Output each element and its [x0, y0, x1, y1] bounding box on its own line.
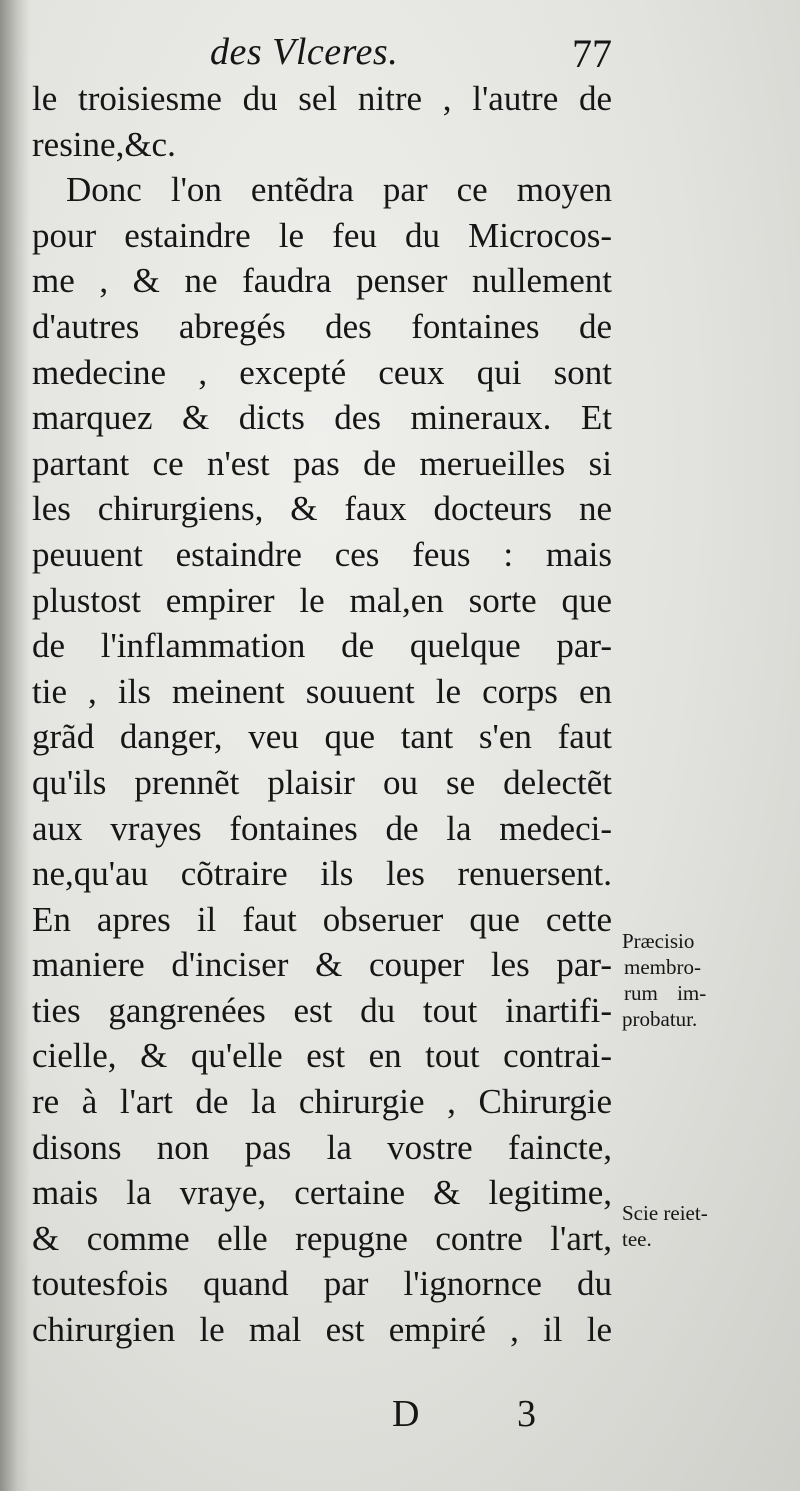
text-line: & comme elle repugne contre l'art,: [32, 1218, 612, 1258]
text-line: plustost empirer le mal,en sorte que: [32, 580, 612, 620]
text-line: re à l'art de la chirurgie , Chirurgie: [32, 1082, 612, 1122]
margin-note-line: membro-: [624, 955, 701, 979]
text-line: le troisiesme du sel nitre , l'autre de: [32, 79, 612, 118]
text-line: ties gangrenées est du tout inartifi-: [32, 990, 612, 1030]
page-gutter-shadow: [0, 0, 30, 1491]
running-head: des Vlceres.: [210, 31, 399, 73]
text-line: partant ce n'est pas de merueilles si: [32, 443, 612, 483]
text-line: les chirurgiens, & faux docteurs ne: [32, 489, 612, 529]
margin-note-line: Scie reiet-: [622, 1201, 708, 1225]
text-line: aux vrayes fontaines de la medeci-: [32, 808, 612, 848]
text-line: grãd danger, veu que tant s'en faut: [32, 717, 612, 757]
margin-note-line: rum im-: [624, 981, 707, 1005]
margin-note-line: probatur.: [622, 1007, 698, 1031]
text-line: pour estaindre le feu du Microcos-: [32, 215, 612, 255]
text-line: marquez & dicts des mineraux. Et: [32, 398, 612, 438]
text-line: d'autres abregés des fontaines de: [32, 306, 612, 346]
text-line: me , & ne faudra penser nullement: [32, 261, 612, 301]
text-line: disons non pas la vostre faincte,: [32, 1127, 612, 1167]
text-line: ne,qu'au cõtraire ils les renuersent.: [32, 854, 612, 894]
text-line: Donc l'on entẽdra par ce moyen: [66, 170, 612, 210]
text-line: medecine , excepté ceux qui sont: [32, 352, 612, 392]
text-line: mais la vraye, certaine & legitime,: [32, 1173, 612, 1213]
text-line: En apres il faut obseruer que cette: [32, 899, 612, 939]
text-line: peuuent estaindre ces feus : mais: [32, 534, 612, 574]
text-line: tie , ils meinent souuent le corps en: [32, 671, 612, 711]
text-line: de l'inflammation de quelque par-: [32, 626, 612, 666]
text-line: cielle, & qu'elle est en tout contrai-: [32, 1036, 612, 1076]
margin-note-precisio: [622, 928, 782, 1032]
text-line: qu'ils prennẽt plaisir ou se delectẽt: [32, 762, 612, 802]
text-line: chirurgien le mal est empiré , il le: [32, 1310, 612, 1350]
margin-note-scie: [622, 1200, 782, 1252]
body-text: [32, 76, 612, 1353]
text-line: toutesfois quand par l'ignornce du: [32, 1264, 612, 1304]
margin-note-line: Præcisio: [622, 929, 695, 953]
text-line: resine,&c.: [32, 124, 176, 164]
signature-mark: D 3: [392, 1393, 580, 1435]
margin-note-line: tee.: [622, 1227, 652, 1251]
page-number: 77: [572, 31, 612, 76]
text-line: maniere d'inciser & couper les par-: [32, 945, 612, 985]
